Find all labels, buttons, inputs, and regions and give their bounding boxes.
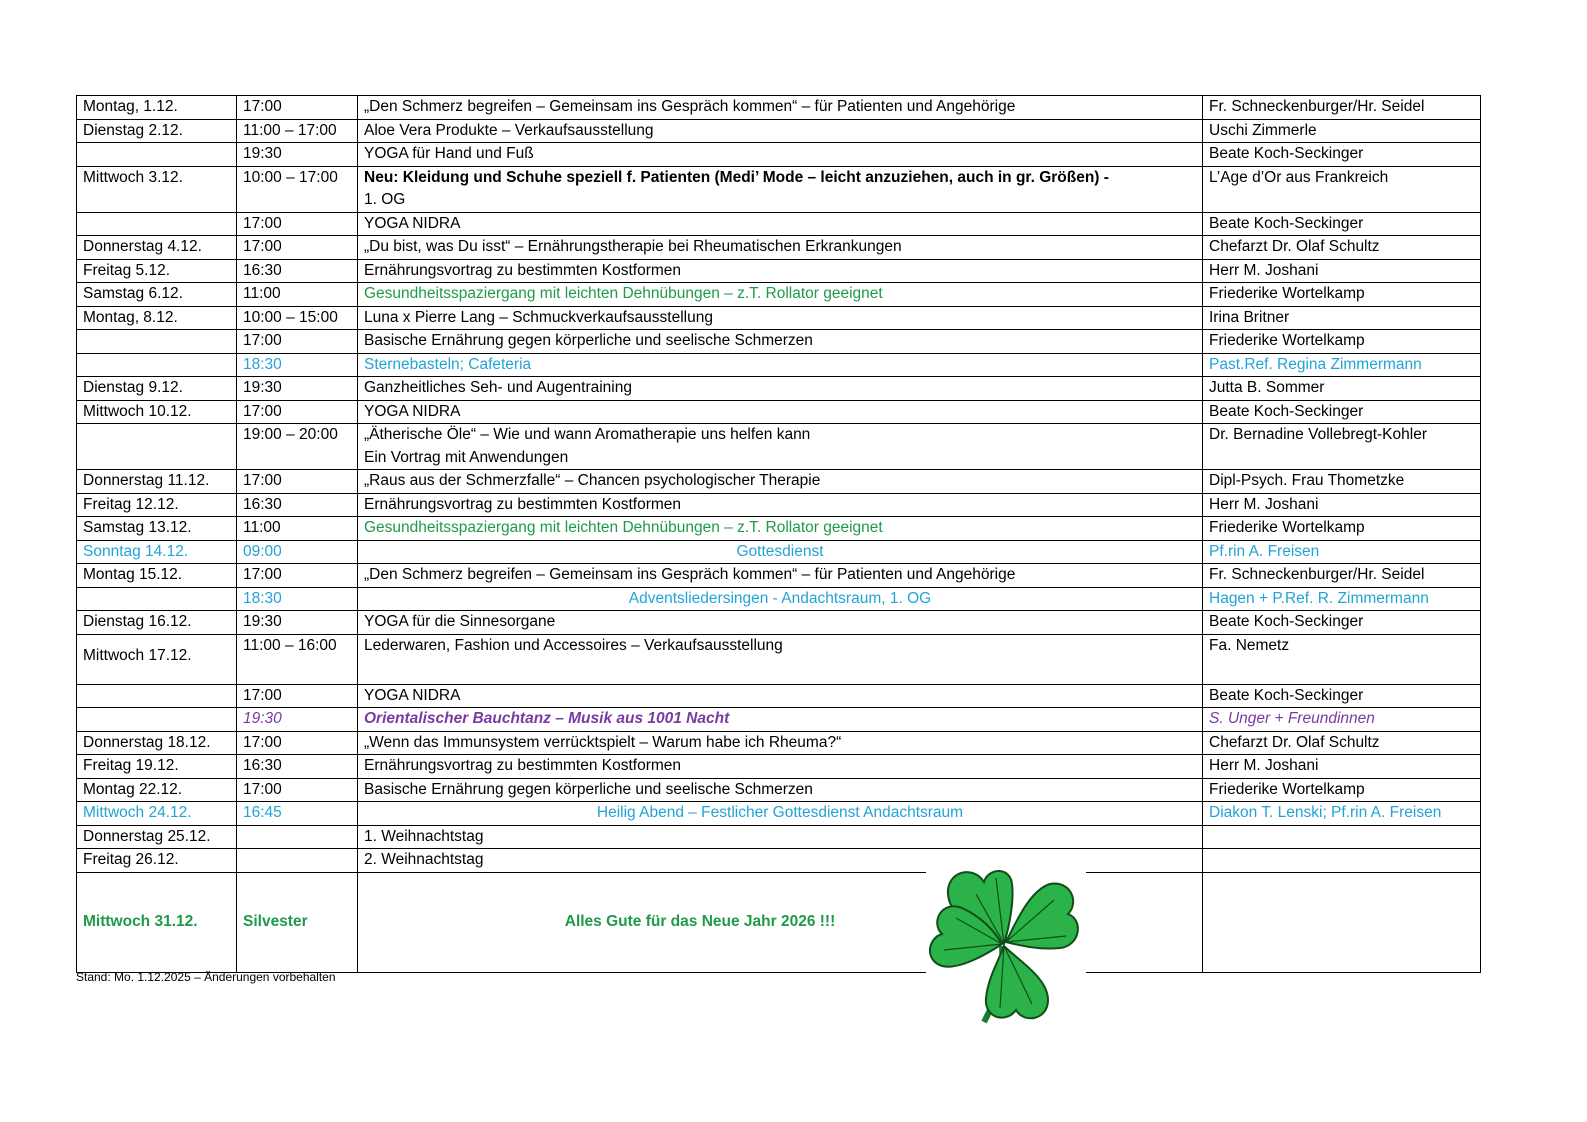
table-row [77, 424, 1481, 470]
host-cell: Fr. Schneckenburger/Hr. Seidel [1203, 564, 1481, 588]
event-cell: „Den Schmerz begreifen – Gemeinsam ins Gespräch kommen“ – für Patienten und Angehörige [358, 564, 1203, 588]
time-cell: 10:00 – 15:00 [237, 306, 358, 330]
time-cell: 18:30 [237, 353, 358, 377]
event-cell: Ernährungsvortrag zu bestimmten Kostformen [358, 493, 1203, 517]
event-cell: 1. Weihnachtstag [358, 825, 1203, 849]
time-cell: 17:00 [237, 400, 358, 424]
table-row [77, 377, 1481, 401]
table-row [77, 587, 1481, 611]
time-cell: 11:00 [237, 517, 358, 541]
table-row [77, 849, 1481, 873]
host-cell: Jutta B. Sommer [1203, 377, 1481, 401]
host-cell: Fa. Nemetz [1203, 634, 1481, 684]
host-cell: Irina Britner [1203, 306, 1481, 330]
date-cell: Samstag 13.12. [77, 517, 237, 541]
event-line-1: „Ätherische Öle“ – Wie und wann Aromatherapie uns helfen kann [364, 426, 811, 443]
time-cell: 19:00 – 20:00 [237, 424, 358, 470]
event-cell: Lederwaren, Fashion und Accessoires – Verkaufsausstellung [358, 634, 1203, 684]
table-row [77, 540, 1481, 564]
date-cell [77, 587, 237, 611]
host-cell: Past.Ref. Regina Zimmermann [1203, 353, 1481, 377]
host-cell: S. Unger + Freundinnen [1203, 708, 1481, 732]
time-cell: 19:30 [237, 143, 358, 167]
table-row [77, 872, 1481, 972]
table-row [77, 330, 1481, 354]
event-cell: YOGA für die Sinnesorgane [358, 611, 1203, 635]
event-cell: YOGA für Hand und Fuß [358, 143, 1203, 167]
event-cell: Basische Ernährung gegen körperliche und seelische Schmerzen [358, 330, 1203, 354]
event-cell: Orientalischer Bauchtanz – Musik aus 1001 Nacht [358, 708, 1203, 732]
event-cell [358, 424, 1203, 470]
time-cell [237, 849, 358, 873]
time-cell: 17:00 [237, 212, 358, 236]
table-row [77, 166, 1481, 212]
event-cell: Adventsliedersingen - Andachtsraum, 1. OG [358, 587, 1203, 611]
time-cell: 16:30 [237, 493, 358, 517]
table-row [77, 96, 1481, 120]
date-cell: Donnerstag 18.12. [77, 731, 237, 755]
table-row [77, 493, 1481, 517]
table-row [77, 517, 1481, 541]
date-cell: Montag 15.12. [77, 564, 237, 588]
time-cell: 17:00 [237, 236, 358, 260]
time-cell: 16:30 [237, 259, 358, 283]
event-cell: Gottesdienst [358, 540, 1203, 564]
event-cell: Ernährungsvortrag zu bestimmten Kostformen [358, 755, 1203, 779]
host-cell [1203, 825, 1481, 849]
table-row [77, 778, 1481, 802]
event-schedule-table [76, 95, 1481, 973]
host-cell: Beate Koch-Seckinger [1203, 684, 1481, 708]
host-cell: Pf.rin A. Freisen [1203, 540, 1481, 564]
date-cell: Freitag 19.12. [77, 755, 237, 779]
event-cell: Luna x Pierre Lang – Schmuckverkaufsausstellung [358, 306, 1203, 330]
event-line-2: Ein Vortrag mit Anwendungen [364, 448, 569, 466]
table-row [77, 400, 1481, 424]
date-cell: Montag 22.12. [77, 778, 237, 802]
date-cell [77, 708, 237, 732]
time-cell: 19:30 [237, 377, 358, 401]
host-cell: Beate Koch-Seckinger [1203, 400, 1481, 424]
event-cell: Heilig Abend – Festlicher Gottesdienst Andachtsraum [358, 802, 1203, 826]
event-cell: Ernährungsvortrag zu bestimmten Kostformen [358, 259, 1203, 283]
four-leaf-clover-icon [926, 860, 1086, 1040]
date-cell: Montag, 1.12. [77, 96, 237, 120]
host-cell: Dipl-Psych. Frau Thometzke [1203, 470, 1481, 494]
event-cell: Basische Ernährung gegen körperliche und seelische Schmerzen [358, 778, 1203, 802]
host-cell: Friederike Wortelkamp [1203, 330, 1481, 354]
host-cell: Dr. Bernadine Vollebregt-Kohler [1203, 424, 1481, 470]
date-cell: Samstag 6.12. [77, 283, 237, 307]
date-cell [77, 143, 237, 167]
date-cell: Freitag 5.12. [77, 259, 237, 283]
table-row [77, 470, 1481, 494]
host-cell [1203, 849, 1481, 873]
table-row [77, 119, 1481, 143]
event-line-1: Neu: Kleidung und Schuhe speziell f. Patienten (Medi’ Mode – leicht anzuziehen, auch in gr. Größen) - [364, 168, 1109, 186]
host-cell [1203, 872, 1481, 972]
host-cell: Friederike Wortelkamp [1203, 778, 1481, 802]
time-cell: 11:00 – 17:00 [237, 119, 358, 143]
table-row [77, 143, 1481, 167]
host-cell: Beate Koch-Seckinger [1203, 143, 1481, 167]
table-row [77, 825, 1481, 849]
time-cell: Silvester [237, 872, 358, 972]
host-cell: Friederike Wortelkamp [1203, 517, 1481, 541]
time-cell: 16:45 [237, 802, 358, 826]
date-cell: Mittwoch 10.12. [77, 400, 237, 424]
host-cell: Chefarzt Dr. Olaf Schultz [1203, 731, 1481, 755]
event-cell: Sternebasteln; Cafeteria [358, 353, 1203, 377]
table-row [77, 353, 1481, 377]
table-row [77, 236, 1481, 260]
time-cell: 11:00 [237, 283, 358, 307]
date-cell [77, 684, 237, 708]
date-cell: Freitag 26.12. [77, 849, 237, 873]
time-cell: 17:00 [237, 778, 358, 802]
event-cell: 2. Weihnachtstag [358, 849, 1203, 873]
date-cell: Dienstag 2.12. [77, 119, 237, 143]
date-cell: Mittwoch 17.12. [77, 634, 237, 684]
date-cell: Donnerstag 25.12. [77, 825, 237, 849]
table-row [77, 283, 1481, 307]
table-row [77, 708, 1481, 732]
event-cell [358, 166, 1203, 212]
time-cell: 11:00 – 16:00 [237, 634, 358, 684]
table-row [77, 564, 1481, 588]
date-cell [77, 424, 237, 470]
host-cell: L’Age d’Or aus Frankreich [1203, 166, 1481, 212]
time-cell: 17:00 [237, 470, 358, 494]
date-cell: Dienstag 16.12. [77, 611, 237, 635]
date-cell: Mittwoch 24.12. [77, 802, 237, 826]
time-cell: 09:00 [237, 540, 358, 564]
time-cell: 17:00 [237, 330, 358, 354]
event-line-2: 1. OG [364, 191, 406, 208]
date-cell [77, 330, 237, 354]
table-row [77, 212, 1481, 236]
date-cell [77, 353, 237, 377]
date-cell: Freitag 12.12. [77, 493, 237, 517]
table-row [77, 802, 1481, 826]
host-cell: Herr M. Joshani [1203, 259, 1481, 283]
event-cell: Aloe Vera Produkte – Verkaufsausstellung [358, 119, 1203, 143]
time-cell: 10:00 – 17:00 [237, 166, 358, 212]
table-row [77, 306, 1481, 330]
event-cell: „Den Schmerz begreifen – Gemeinsam ins Gespräch kommen“ – für Patienten und Angehörige [358, 96, 1203, 120]
table-row [77, 611, 1481, 635]
host-cell: Herr M. Joshani [1203, 493, 1481, 517]
time-cell: 17:00 [237, 96, 358, 120]
host-cell: Friederike Wortelkamp [1203, 283, 1481, 307]
date-cell: Donnerstag 4.12. [77, 236, 237, 260]
host-cell: Chefarzt Dr. Olaf Schultz [1203, 236, 1481, 260]
time-cell: 17:00 [237, 684, 358, 708]
event-cell: „Du bist, was Du isst“ – Ernährungstherapie bei Rheumatischen Erkrankungen [358, 236, 1203, 260]
date-cell: Mittwoch 31.12. [77, 872, 237, 972]
host-cell: Fr. Schneckenburger/Hr. Seidel [1203, 96, 1481, 120]
time-cell: 19:30 [237, 708, 358, 732]
time-cell: 17:00 [237, 731, 358, 755]
table-row [77, 634, 1481, 684]
event-cell: YOGA NIDRA [358, 212, 1203, 236]
time-cell [237, 825, 358, 849]
date-cell [77, 212, 237, 236]
time-cell: 18:30 [237, 587, 358, 611]
event-cell: YOGA NIDRA [358, 400, 1203, 424]
host-cell: Beate Koch-Seckinger [1203, 611, 1481, 635]
host-cell: Herr M. Joshani [1203, 755, 1481, 779]
date-cell: Sonntag 14.12. [77, 540, 237, 564]
time-cell: 16:30 [237, 755, 358, 779]
table-row [77, 259, 1481, 283]
event-cell: Gesundheitsspaziergang mit leichten Dehnübungen – z.T. Rollator geeignet [358, 283, 1203, 307]
table-row [77, 755, 1481, 779]
date-cell: Mittwoch 3.12. [77, 166, 237, 212]
footer-note: Stand: Mo. 1.12.2025 – Änderungen vorbehalten [76, 970, 336, 984]
time-cell: 19:30 [237, 611, 358, 635]
event-cell: Gesundheitsspaziergang mit leichten Dehnübungen – z.T. Rollator geeignet [358, 517, 1203, 541]
event-cell: YOGA NIDRA [358, 684, 1203, 708]
new-year-greeting: Alles Gute für das Neue Jahr 2026 !!! [564, 912, 836, 930]
event-cell: „Raus aus der Schmerzfalle“ – Chancen psychologischer Therapie [358, 470, 1203, 494]
event-cell: „Wenn das Immunsystem verrücktspielt – Warum habe ich Rheuma?“ [358, 731, 1203, 755]
table-row [77, 684, 1481, 708]
host-cell: Uschi Zimmerle [1203, 119, 1481, 143]
date-cell: Dienstag 9.12. [77, 377, 237, 401]
date-cell: Donnerstag 11.12. [77, 470, 237, 494]
host-cell: Hagen + P.Ref. R. Zimmermann [1203, 587, 1481, 611]
time-cell: 17:00 [237, 564, 358, 588]
event-cell: Ganzheitliches Seh- und Augentraining [358, 377, 1203, 401]
host-cell: Beate Koch-Seckinger [1203, 212, 1481, 236]
date-cell: Montag, 8.12. [77, 306, 237, 330]
table-row [77, 731, 1481, 755]
host-cell: Diakon T. Lenski; Pf.rin A. Freisen [1203, 802, 1481, 826]
